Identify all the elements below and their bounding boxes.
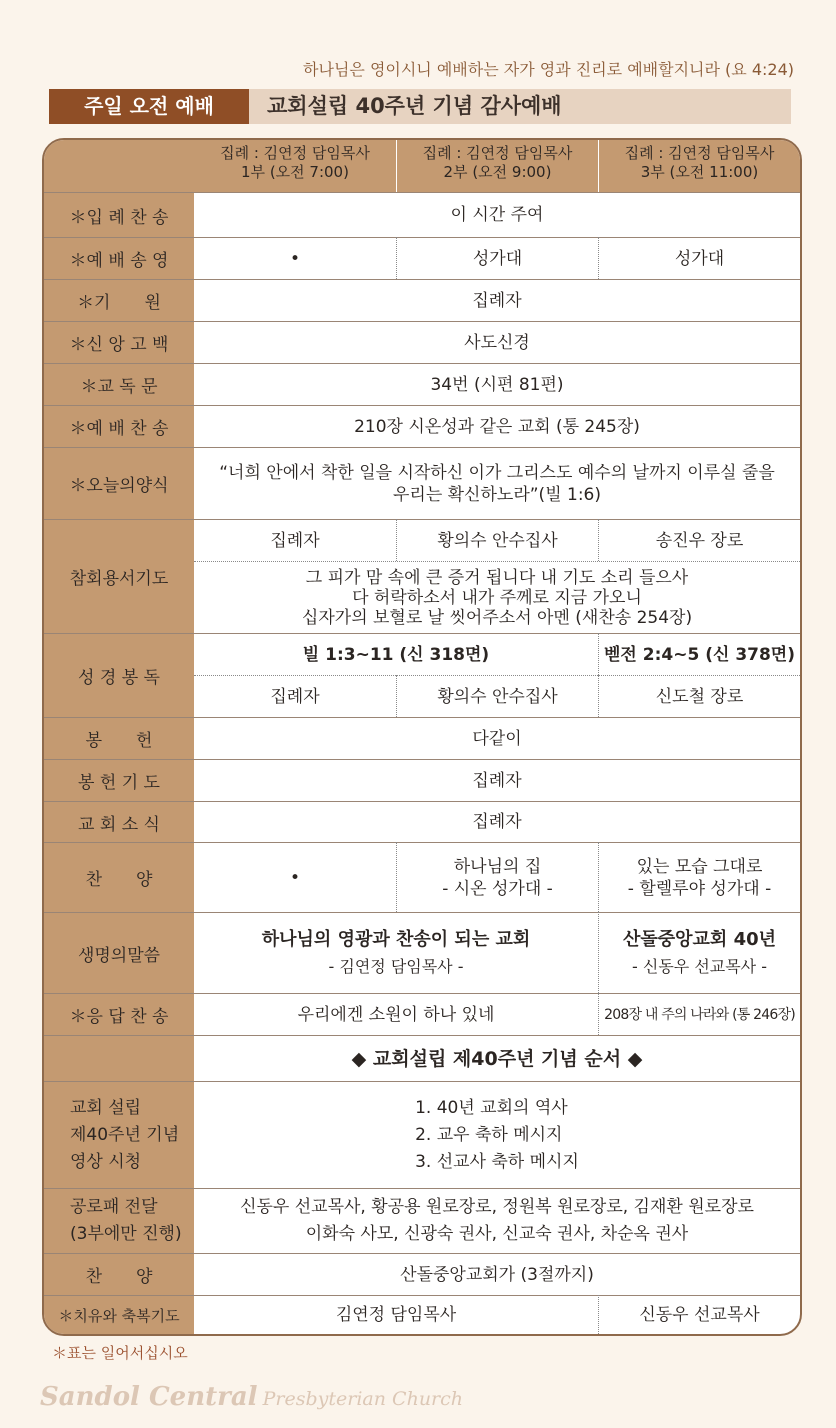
service-3-time: 3부 (오전 11:00): [640, 163, 759, 181]
sermon-third-title: 산돌중앙교회 40년: [622, 929, 777, 950]
doxology-service-2: 성가대: [472, 248, 523, 269]
service-title: 교회설립 40주년 기념 감사예배: [267, 94, 562, 118]
doxology-service-3: 성가대: [674, 248, 725, 269]
scripture-reader-1: 집례자: [270, 686, 320, 707]
label-opening-hymn: ＊입 례 찬 송: [69, 207, 169, 228]
service-2-leader: 집례 : 김연정 담임목사: [422, 144, 573, 162]
repentance-leader-2: 황의수 안수집사: [437, 530, 558, 551]
anthem-service-1: •: [289, 867, 301, 888]
label-worship-hymn: ＊예 배 찬 송: [69, 419, 169, 439]
anniversary-video-list: 1. 40년 교회의 역사 2. 교우 축하 메시지 3. 선교사 축하 메시지: [415, 1097, 579, 1172]
scripture-ref-third: 벧전 2:4~5 (신 378면): [604, 644, 795, 665]
service-3-header: [599, 144, 800, 188]
label-offering-prayer: 봉 헌 기 도: [78, 773, 160, 793]
anthem-service-3: 있는 모습 그대로 - 할렐루야 성가대 -: [627, 856, 772, 899]
service-header: [49, 89, 791, 124]
creed-value: 사도신경: [464, 332, 530, 353]
label-plaque-presentation: 공로패 전달 (3부에만 진행): [70, 1197, 182, 1244]
church-logo-sub: Presbyterian Church: [262, 1388, 464, 1410]
service-1-time: 1부 (오전 7:00): [241, 163, 349, 181]
label-prayer: ＊기 원: [77, 293, 161, 313]
label-offering: 봉 헌: [85, 731, 153, 751]
church-logo: [40, 1382, 463, 1412]
sermon-main-title: 하나님의 영광과 찬송이 되는 교회: [261, 929, 531, 950]
label-today-form: ＊오늘의양식: [69, 476, 169, 496]
sermon-third: [599, 913, 800, 993]
label-anniversary-video: 교회 설립 제40주년 기념 영상 시청: [70, 1097, 180, 1172]
service-1-header: [194, 144, 396, 188]
response-hymn-third: 208장 내 주의 나라와 (통 246장): [604, 1006, 795, 1023]
scripture-reader-3: 신도철 장로: [655, 686, 744, 707]
anniversary-section-title: ◆ 교회설립 제40주년 기념 순서 ◆: [351, 1047, 643, 1070]
sermon-main: [194, 913, 598, 993]
label-repentance-prayer: 참회용서기도: [69, 569, 169, 589]
worship-hymn-value: 210장 시온성과 같은 교회 (통 245장): [354, 416, 640, 437]
offering-prayer-value: 집례자: [472, 770, 522, 791]
church-news-value: 집례자: [472, 812, 522, 832]
label-creed: ＊신 앙 고 백: [69, 335, 169, 355]
scripture-reader-2: 황의수 안수집사: [437, 686, 558, 707]
label-church-news: 교 회 소 식: [78, 814, 160, 835]
doxology-service-1: •: [289, 248, 301, 269]
blessing-main: 김연정 담임목사: [335, 1305, 457, 1325]
response-hymn-main: 우리에겐 소원이 하나 있네: [297, 1004, 495, 1025]
label-responsive-reading: ＊교 독 문: [80, 377, 158, 397]
sermon-main-speaker: - 김연정 담임목사 -: [328, 957, 464, 976]
label-doxology: ＊예 배 송 영: [69, 251, 169, 271]
anthem-service-2: 하나님의 집 - 시온 성가대 -: [442, 856, 553, 899]
service-2-header: [397, 144, 598, 188]
offering-value: 다같이: [472, 728, 522, 749]
order-of-worship-table: [42, 138, 802, 1336]
service-1-leader: 집례 : 김연정 담임목사: [220, 144, 370, 162]
label-anthem-2: 찬 양: [85, 1267, 153, 1287]
scripture-ref-main: 빌 1:3~11 (신 318면): [302, 644, 490, 665]
label-sermon: 생명의말씀: [77, 945, 161, 966]
repentance-leader-1: 집례자: [270, 530, 320, 551]
repentance-hymn-text: 그 피가 맘 속에 큰 증거 됩니다 내 기도 소리 들으사 다 허락하소서 내가 주께로 지금 가오니 십자가의 보혈로 날 씻어주소서 아멘 (새찬송 254장): [301, 567, 693, 628]
opening-hymn-value: 이 시간 주여: [450, 205, 544, 225]
responsive-reading-value: 34번 (시편 81편): [430, 374, 564, 395]
blessing-third: 신동우 선교목사: [639, 1305, 760, 1325]
service-2-time: 2부 (오전 9:00): [443, 163, 552, 181]
prayer-value: 집례자: [472, 290, 522, 311]
label-healing-blessing: ＊치유와 축복기도: [58, 1306, 180, 1325]
anthem-2-value: 산돌중앙교회가 (3절까지): [400, 1264, 594, 1285]
scripture-verse: 하나님은 영이시니 예배하는 자가 영과 진리로 예배할지니라 (요 4:24): [303, 60, 794, 79]
church-logo-main: Sandol Central: [40, 1382, 258, 1412]
today-form-verse: “너희 안에서 착한 일을 시작하신 이가 그리스도 예수의 날까지 이루실 줄을 우리는 확신하노라”(빌 1:6): [219, 462, 775, 505]
label-scripture-reading: 성 경 봉 독: [78, 668, 160, 688]
label-anthem: 찬 양: [85, 870, 153, 890]
label-response-hymn: ＊응 답 찬 송: [69, 1007, 169, 1027]
repentance-leader-3: 송진우 장로: [655, 530, 744, 551]
plaque-recipients: 신동우 선교목사, 황공용 원로장로, 정원복 원로장로, 김재환 원로장로 이화숙 사모, 신광숙 권사, 신교숙 권사, 차순옥 권사: [240, 1197, 754, 1244]
service-tag: 주일 오전 예배: [49, 89, 249, 124]
service-3-leader: 집례 : 김연정 담임목사: [624, 144, 775, 162]
sermon-third-speaker: - 신동우 선교목사 -: [632, 957, 767, 976]
standing-footnote: ＊표는 일어서십시오: [52, 1344, 188, 1362]
